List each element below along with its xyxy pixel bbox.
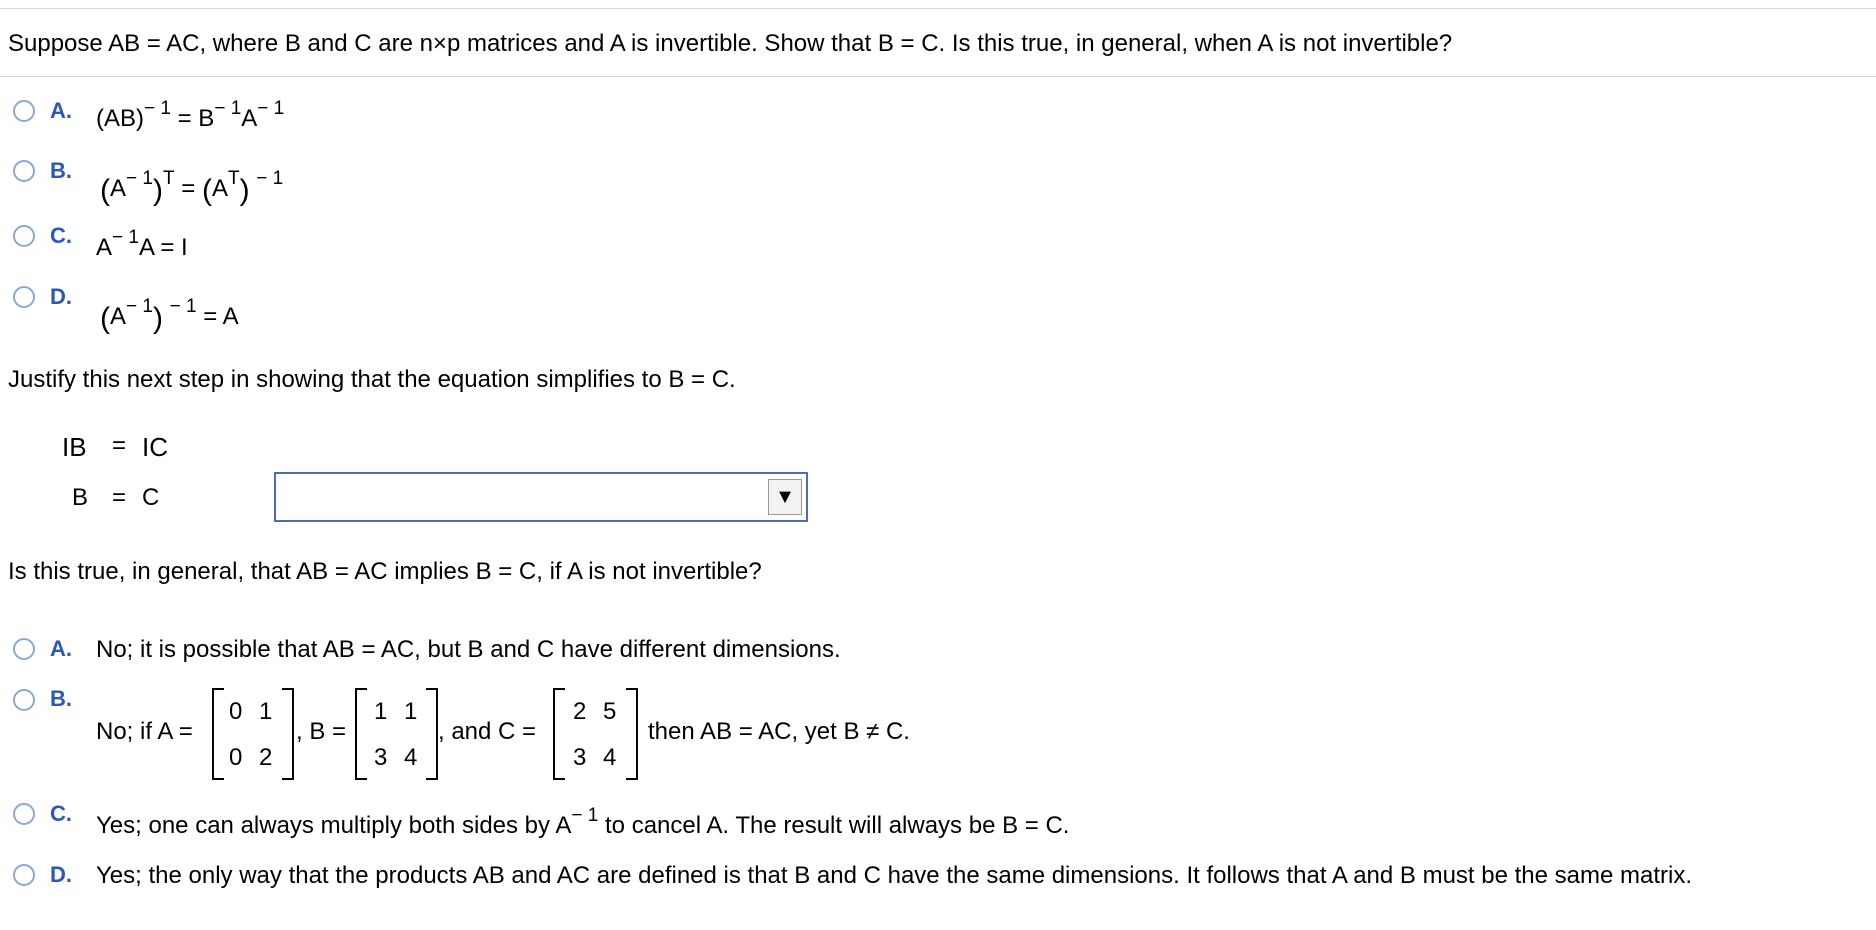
step2-eq: = xyxy=(112,484,127,511)
matrix-c-left-bracket xyxy=(553,688,565,780)
matrix-c-cell: 4 xyxy=(603,744,617,771)
part2-option-a-radio[interactable] xyxy=(13,638,35,660)
part2-option-d-radio[interactable] xyxy=(13,864,35,886)
option-a-radio[interactable] xyxy=(13,100,35,122)
option-b-math: $(A^{- 1})^T = (A^T)$ $^{- 1}$ xyxy=(100,168,284,207)
matrix-b-cell: 1 xyxy=(374,698,388,725)
part2-option-d-text: Yes; the only way that the products AB and AC are defined is that B and C have the same dimensions. It follows that A and B must be the same matrix. xyxy=(96,862,1693,889)
option-c-math: $A^{- 1}A = I$ xyxy=(96,227,188,261)
part2-option-b-c-label: , and C = xyxy=(438,718,537,745)
step2-right: C xyxy=(142,484,160,511)
question-divider xyxy=(0,76,1876,77)
option-a-letter: A. xyxy=(50,98,72,123)
part2-prompt: Is this true, in general, that AB = AC implies B = C, if A is not invertible? xyxy=(8,558,762,585)
matrix-a-cell: 0 xyxy=(229,744,243,771)
dropdown-arrow-icon[interactable]: ▼ xyxy=(768,479,802,515)
step1-right: IC xyxy=(142,432,168,462)
matrix-b-cell: 1 xyxy=(404,698,418,725)
part2-option-b-letter: B. xyxy=(50,686,72,711)
option-c-radio[interactable] xyxy=(13,225,35,247)
option-b-letter: B. xyxy=(50,158,72,183)
matrix-c-cell: 2 xyxy=(573,698,587,725)
matrix-c-cell: 3 xyxy=(573,744,587,771)
matrix-b-cell: 4 xyxy=(404,744,418,771)
step1-left: IB xyxy=(62,432,87,462)
matrix-b-cell: 3 xyxy=(374,744,388,771)
part2-option-c-letter: C. xyxy=(50,801,72,826)
part2-option-b-post: then AB = AC, yet B ≠ C. xyxy=(648,718,910,745)
matrix-a-cell: 0 xyxy=(229,698,243,725)
step2-left: B xyxy=(72,484,89,511)
option-d-math: $(A^{- 1}) ^{- 1} = A$ xyxy=(100,296,239,335)
matrix-b-right-bracket xyxy=(426,688,438,780)
matrix-a-cell: 1 xyxy=(259,698,273,725)
top-divider xyxy=(0,8,1876,9)
step1-eq: = xyxy=(112,432,127,459)
matrix-b-left-bracket xyxy=(355,688,367,780)
option-d-letter: D. xyxy=(50,284,72,309)
justify-prompt: Justify this next step in showing that the equation simplifies to B = C. xyxy=(8,366,736,393)
matrix-c-cell: 5 xyxy=(603,698,617,725)
option-b-radio[interactable] xyxy=(13,160,35,182)
part2-option-c-text: Yes; one can always multiply both sides by $A^{- 1}$ to cancel A. The result will always be B = C. xyxy=(96,805,1070,839)
part2-option-a-text: No; it is possible that AB = AC, but B and C have different dimensions. xyxy=(96,636,841,663)
option-c-letter: C. xyxy=(50,223,72,248)
part2-option-b-radio[interactable] xyxy=(13,689,35,711)
part2-option-c-radio[interactable] xyxy=(13,803,35,825)
part2-option-a-letter: A. xyxy=(50,636,72,661)
matrix-c-right-bracket xyxy=(626,688,638,780)
option-a-math: $(AB)^{- 1} = B^{- 1}A^{- 1}$ xyxy=(96,98,285,132)
matrix-a-cell: 2 xyxy=(259,744,273,771)
option-d-radio[interactable] xyxy=(13,286,35,308)
matrix-a-left-bracket xyxy=(212,688,224,780)
part2-option-d-letter: D. xyxy=(50,862,72,887)
question-text: Suppose AB = AC, where B and C are n×p matrices and A is invertible. Show that B = C. Is this true, in general, when A is not invertible? xyxy=(8,30,1453,57)
part2-option-b-pre: No; if A = xyxy=(96,718,193,745)
matrix-a-right-bracket xyxy=(282,688,294,780)
justification-dropdown[interactable] xyxy=(274,472,808,522)
part2-option-b-b-label: , B = xyxy=(296,718,347,745)
